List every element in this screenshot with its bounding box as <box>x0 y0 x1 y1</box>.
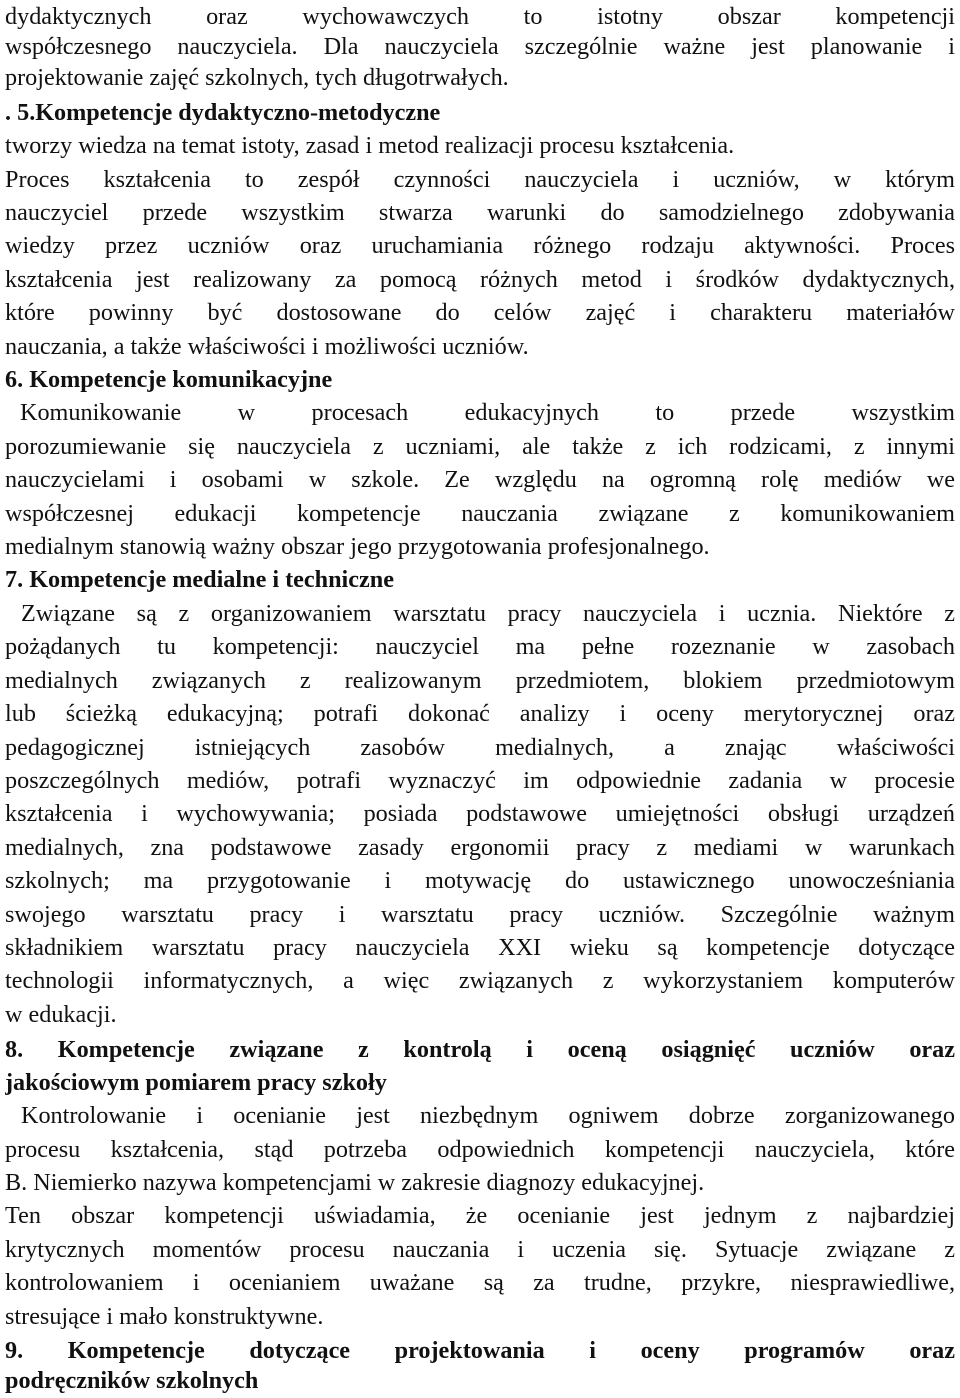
text-line: które powinny być dostosowane do celów zajęć i charakteru materiałów <box>5 299 955 326</box>
text-line: technologii informatycznych, a więc związanych z wykorzystaniem komputerów <box>5 967 955 994</box>
text-line: B. Niemierko nazywa kompetencjami w zakresie diagnozy edukacyjnej. <box>5 1169 705 1196</box>
text-line: projektowanie zajęć szkolnych, tych długotrwałych. <box>5 64 509 91</box>
text-line: współczesnego nauczyciela. Dla nauczyciela szczególnie ważne jest planowanie i <box>5 33 955 60</box>
text-line: lub ścieżką edukacyjną; potrafi dokonać analizy i oceny merytorycznej oraz <box>5 700 955 727</box>
section-heading-9-cont: podręczników szkolnych <box>5 1367 259 1394</box>
text-line: pedagogicznej istniejących zasobów medialnych, a znając właściwości <box>5 734 955 761</box>
section-heading-5: . 5.Kompetencje dydaktyczno-metodyczne <box>5 99 441 126</box>
text-line: w edukacji. <box>5 1001 117 1028</box>
text-line: kształcenia jest realizowany za pomocą różnych metod i środków dydaktycznych, <box>5 266 955 293</box>
text-line: wiedzy przez uczniów oraz uruchamiania różnego rodzaju aktywności. Proces <box>5 232 955 259</box>
text-line: krytycznych momentów procesu nauczania i uczenia się. Sytuacje związane z <box>5 1236 955 1263</box>
text-line: tworzy wiedza na temat istoty, zasad i metod realizacji procesu kształcenia. <box>5 132 735 159</box>
section-heading-6: 6. Kompetencje komunikacyjne <box>5 366 333 393</box>
text-line: składnikiem warsztatu pracy nauczyciela XXI wieku są kompetencje dotyczące <box>5 934 955 961</box>
text-line: nauczania, a także właściwości i możliwości uczniów. <box>5 333 529 360</box>
section-heading-8-cont: jakościowym pomiarem pracy szkoły <box>5 1069 387 1096</box>
text-line: swojego warsztatu pracy i warsztatu pracy uczniów. Szczególnie ważnym <box>5 901 955 928</box>
text-line: Proces kształcenia to zespół czynności nauczyciela i uczniów, w którym <box>5 166 955 193</box>
text-line: nauczycielami i osobami w szkole. Ze względu na ogromną rolę mediów we <box>5 466 955 493</box>
text-line: kontrolowaniem i ocenianiem uważane są za trudne, przykre, niesprawiedliwe, <box>5 1269 955 1296</box>
section-heading-7: 7. Kompetencje medialne i techniczne <box>5 566 394 593</box>
text-line: Komunikowanie w procesach edukacyjnych to przede wszystkim <box>20 399 955 426</box>
text-line: nauczyciel przede wszystkim stwarza warunki do samodzielnego zdobywania <box>5 199 955 226</box>
text-line: medialnych związanych z realizowanym przedmiotem, blokiem przedmiotowym <box>5 667 955 694</box>
text-line: kształcenia i wychowywania; posiada podstawowe umiejętności obsługi urządzeń <box>5 800 955 827</box>
text-line: stresujące i mało konstruktywne. <box>5 1303 324 1330</box>
text-line: Ten obszar kompetencji uświadamia, że ocenianie jest jednym z najbardziej <box>5 1202 955 1229</box>
text-line: współczesnej edukacji kompetencje nauczania związane z komunikowaniem <box>5 500 955 527</box>
text-line: porozumiewanie się nauczyciela z uczniami, ale także z ich rodzicami, z innymi <box>5 433 955 460</box>
text-line: Kontrolowanie i ocenianie jest niezbędnym ogniwem dobrze zorganizowanego <box>21 1102 955 1129</box>
text-line: dydaktycznych oraz wychowawczych to istotny obszar kompetencji <box>5 3 955 30</box>
text-line: medialnym stanowią ważny obszar jego przygotowania profesjonalnego. <box>5 533 710 560</box>
section-heading-8: 8. Kompetencje związane z kontrolą i oceną osiągnięć uczniów oraz <box>5 1036 955 1063</box>
text-line: procesu kształcenia, stąd potrzeba odpowiednich kompetencji nauczyciela, które <box>5 1136 955 1163</box>
text-line: Związane są z organizowaniem warsztatu pracy nauczyciela i ucznia. Niektóre z <box>21 600 955 627</box>
text-line: pożądanych tu kompetencji: nauczyciel ma pełne rozeznanie w zasobach <box>5 633 955 660</box>
text-line: szkolnych; ma przygotowanie i motywację do ustawicznego unowocześniania <box>5 867 955 894</box>
text-line: medialnych, zna podstawowe zasady ergonomii pracy z mediami w warunkach <box>5 834 955 861</box>
text-line: poszczególnych mediów, potrafi wyznaczyć im odpowiednie zadania w procesie <box>5 767 955 794</box>
section-heading-9: 9. Kompetencje dotyczące projektowania i oceny programów oraz <box>5 1337 955 1364</box>
